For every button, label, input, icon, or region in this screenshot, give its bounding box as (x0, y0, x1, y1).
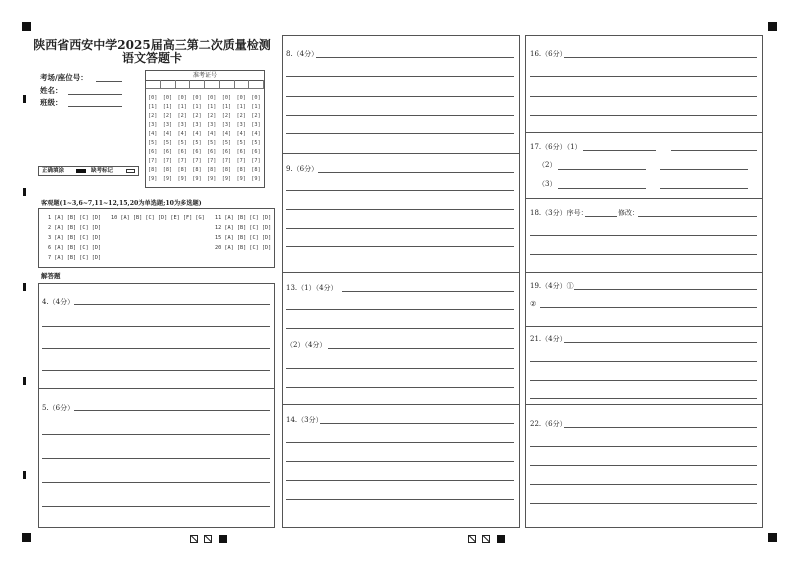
q16-answer-line[interactable] (530, 96, 757, 97)
exam-number-bubble[interactable]: [2] (236, 113, 246, 119)
q14-answer-line[interactable] (286, 480, 514, 481)
question-18-fix-label: 修改： (618, 209, 639, 217)
q17-3-answer-line[interactable] (558, 188, 646, 189)
exam-number-bubble[interactable]: [9] (251, 176, 261, 182)
q22-answer-line[interactable] (530, 503, 757, 504)
q13-1-answer-line[interactable] (342, 291, 514, 292)
q18-number-field[interactable] (585, 216, 617, 217)
exam-number-bubble[interactable]: [4] (221, 131, 232, 137)
q8-answer-line[interactable] (286, 96, 514, 97)
mc-row-11[interactable]: 11 [A] [B] [C] [D] (215, 215, 272, 221)
q14-answer-line[interactable] (286, 461, 514, 462)
question-17-1-label: 17.（6分）（1） (530, 143, 582, 151)
q13-2-answer-line[interactable] (286, 368, 514, 369)
exam-number-bubble[interactable]: [5] (192, 140, 202, 146)
orientation-mark (497, 535, 505, 543)
panel-divider (39, 388, 274, 389)
exam-number-bubble[interactable]: [6] (207, 149, 217, 155)
corner-mark-top-right (768, 22, 777, 31)
question-13-2-label: （2）（4分） (286, 341, 327, 349)
panel-divider (283, 272, 519, 273)
panel-divider (526, 198, 762, 199)
exam-number-bubble[interactable]: [2] (221, 113, 232, 119)
objective-answers-panel[interactable] (38, 208, 275, 268)
exam-number-bubble[interactable]: [5] (162, 140, 173, 146)
exam-number-bubble[interactable]: [0] (207, 95, 217, 101)
question-17-3-label: （3） (538, 180, 557, 188)
answer-panel-column-2 (282, 35, 520, 528)
mc-row-7[interactable]: 7 [A] [B] [C] [D] (48, 255, 102, 261)
exam-number-bubble[interactable]: [8] (207, 167, 217, 173)
q8-answer-line[interactable] (286, 133, 514, 134)
mc-row-15[interactable]: 15 [A] [B] [C] [D] (215, 235, 272, 241)
exam-number-entry-cell[interactable] (176, 80, 191, 89)
q4-answer-line[interactable] (74, 304, 270, 305)
exam-number-bubble[interactable]: [7] (148, 158, 158, 164)
exam-number-bubble[interactable]: [4] (148, 131, 158, 137)
q21-answer-line[interactable] (564, 342, 757, 343)
panel-divider (283, 153, 519, 154)
q13-1-answer-line[interactable] (286, 328, 514, 329)
page-title: 陕西省西安中学2025届高三第二次质量检测 (33, 38, 271, 52)
question-9-label: 9.（6分） (286, 165, 319, 173)
exam-number-entry-cell[interactable] (205, 80, 220, 89)
question-19-2-label: ② (530, 300, 537, 308)
exam-number-bubble[interactable]: [0] (162, 95, 173, 101)
exam-number-bubble[interactable]: [0] (177, 95, 187, 101)
mc-row-10[interactable]: 10 [A] [B] [C] [D] [E] [F] [G] (111, 215, 205, 221)
q18-answer-line[interactable] (530, 254, 757, 255)
q5-answer-line[interactable] (42, 434, 270, 435)
exam-number-bubble[interactable]: [7] (192, 158, 202, 164)
exam-number-bubble[interactable]: [9] (177, 176, 187, 182)
q5-answer-line[interactable] (74, 410, 270, 411)
filled-box-icon (76, 169, 86, 173)
exam-number-bubble[interactable]: [0] (251, 95, 261, 101)
orientation-mark (219, 535, 227, 543)
exam-number-bubble[interactable]: [2] (251, 113, 261, 119)
absent-mark-label: 缺考标记 (91, 168, 114, 174)
exam-number-grid[interactable] (145, 70, 265, 188)
exam-number-bubble[interactable]: [5] (207, 140, 217, 146)
exam-number-bubble[interactable]: [8] (162, 167, 173, 173)
panel-divider (526, 272, 762, 273)
orientation-mark (468, 535, 476, 543)
q9-answer-line[interactable] (286, 228, 514, 229)
q22-answer-line[interactable] (530, 446, 757, 447)
exam-number-bubble[interactable]: [8] (236, 167, 246, 173)
exam-number-bubble[interactable]: [0] (221, 95, 232, 101)
mc-row-1[interactable]: 1 [A] [B] [C] [D] (48, 215, 102, 221)
exam-number-bubble[interactable]: [7] (177, 158, 187, 164)
exam-number-bubble[interactable]: [3] (192, 122, 202, 128)
orientation-mark (190, 535, 198, 543)
timing-mark (23, 188, 26, 196)
exam-number-bubble[interactable]: [6] (162, 149, 173, 155)
q18-fix-field[interactable] (638, 216, 757, 217)
exam-number-bubble[interactable]: [4] (177, 131, 187, 137)
corner-mark-top-left (22, 22, 31, 31)
q9-answer-line[interactable] (286, 246, 514, 247)
q13-2-answer-line[interactable] (328, 348, 514, 349)
question-17-2-label: （2） (538, 161, 557, 169)
exam-number-bubble[interactable]: [1] (236, 104, 246, 110)
q8-answer-line[interactable] (286, 76, 514, 77)
exam-number-bubble[interactable]: [1] (148, 104, 158, 110)
exam-number-bubble[interactable]: [9] (192, 176, 202, 182)
q5-answer-line[interactable] (42, 506, 270, 507)
exam-number-entry-cell[interactable] (146, 80, 161, 89)
q9-answer-line[interactable] (318, 172, 514, 173)
exam-number-bubble[interactable]: [2] (207, 113, 217, 119)
exam-number-bubble[interactable]: [0] (192, 95, 202, 101)
exam-number-bubble[interactable]: [7] (236, 158, 246, 164)
q17-1-answer-line[interactable] (671, 150, 757, 151)
mc-row-12[interactable]: 12 [A] [B] [C] [D] (215, 225, 272, 231)
panel-divider (526, 132, 762, 133)
exam-number-bubble[interactable]: [9] (162, 176, 173, 182)
correct-fill-label: 正确填涂 (42, 168, 65, 174)
exam-room-field[interactable] (96, 81, 122, 82)
q13-2-answer-line[interactable] (286, 387, 514, 388)
exam-number-bubble[interactable]: [6] (177, 149, 187, 155)
exam-number-entry-cell[interactable] (220, 80, 235, 89)
q9-answer-line[interactable] (286, 209, 514, 210)
mc-row-20[interactable]: 20 [A] [B] [C] [D] (215, 245, 272, 251)
exam-number-bubble[interactable]: [4] (236, 131, 246, 137)
q5-answer-line[interactable] (42, 482, 270, 483)
q14-answer-line[interactable] (286, 442, 514, 443)
q19-2-answer-line[interactable] (540, 307, 757, 308)
q14-answer-line[interactable] (286, 499, 514, 500)
q18-answer-line[interactable] (530, 235, 757, 236)
question-18-label: 18.（3分）序号： (530, 209, 588, 217)
q14-answer-line[interactable] (320, 423, 514, 424)
question-16-label: 16.（6分） (530, 50, 567, 58)
exam-number-bubble[interactable]: [3] (207, 122, 217, 128)
q4-answer-line[interactable] (42, 370, 270, 371)
q21-answer-line[interactable] (530, 398, 757, 399)
exam-number-bubble[interactable]: [5] (148, 140, 158, 146)
class-label: 班级： (40, 98, 63, 107)
exam-number-bubble[interactable]: [3] (236, 122, 246, 128)
exam-number-bubble[interactable]: [3] (221, 122, 232, 128)
exam-number-bubble[interactable]: [1] (192, 104, 202, 110)
exam-number-entry-cell[interactable] (249, 80, 264, 89)
q21-answer-line[interactable] (530, 380, 757, 381)
exam-number-bubble[interactable]: [6] (251, 149, 261, 155)
panel-divider (283, 404, 519, 405)
exam-number-entry-cell[interactable] (190, 80, 205, 89)
mc-row-2[interactable]: 2 [A] [B] [C] [D] (48, 225, 102, 231)
exam-number-bubble[interactable]: [2] (192, 113, 202, 119)
q16-answer-line[interactable] (564, 57, 757, 58)
exam-number-bubble[interactable]: [3] (162, 122, 173, 128)
q22-answer-line[interactable] (530, 465, 757, 466)
exam-number-bubble[interactable]: [5] (236, 140, 246, 146)
exam-number-bubble[interactable]: [3] (177, 122, 187, 128)
exam-number-bubble[interactable]: [8] (221, 167, 232, 173)
exam-number-bubble[interactable]: [9] (148, 176, 158, 182)
q4-answer-line[interactable] (42, 348, 270, 349)
exam-number-bubble[interactable]: [9] (236, 176, 246, 182)
name-label: 姓名： (40, 86, 63, 95)
question-5-label: 5.（6分） (42, 404, 75, 412)
q17-2-answer-line[interactable] (660, 169, 748, 170)
objective-heading: 客观题(1~3,6~7,11~12,15,20为单选题;10为多选题) (41, 200, 202, 207)
corner-mark-bottom-left (22, 533, 31, 542)
question-21-label: 21.（4分） (530, 335, 567, 343)
exam-number-bubble[interactable]: [1] (251, 104, 261, 110)
exam-number-bubble[interactable]: [8] (192, 167, 202, 173)
timing-mark (23, 377, 26, 385)
q21-answer-line[interactable] (530, 361, 757, 362)
panel-divider (526, 404, 762, 405)
exam-number-bubble[interactable]: [7] (221, 158, 232, 164)
exam-number-bubble[interactable]: [4] (192, 131, 202, 137)
timing-mark (23, 95, 26, 103)
exam-number-entry-cell[interactable] (161, 80, 176, 89)
exam-number-bubble[interactable]: [3] (148, 122, 158, 128)
exam-room-label: 考场/座位号： (40, 73, 88, 82)
question-14-label: 14.（3分） (286, 416, 323, 424)
q22-answer-line[interactable] (530, 484, 757, 485)
exam-number-bubble[interactable]: [3] (251, 122, 261, 128)
name-field[interactable] (68, 94, 122, 95)
exam-number-bubble[interactable]: [1] (221, 104, 232, 110)
question-13-1-label: 13.（1）（4分） (286, 284, 338, 292)
timing-mark (23, 283, 26, 291)
exam-number-bubble[interactable]: [7] (207, 158, 217, 164)
exam-number-bubble[interactable]: [6] (221, 149, 232, 155)
exam-number-bubble[interactable]: [5] (177, 140, 187, 146)
page-subtitle: 语文答题卡 (121, 51, 182, 65)
exam-number-entry-cell[interactable] (235, 80, 250, 89)
exam-number-bubble[interactable]: [6] (236, 149, 246, 155)
exam-number-bubble[interactable]: [2] (148, 113, 158, 119)
timing-mark (23, 471, 26, 479)
q17-1-answer-line[interactable] (583, 150, 656, 151)
fill-legend (38, 166, 139, 176)
mc-row-3[interactable]: 3 [A] [B] [C] [D] (48, 235, 102, 241)
exam-number-bubble[interactable]: [0] (236, 95, 246, 101)
exam-number-bubble[interactable]: [8] (148, 167, 158, 173)
exam-number-bubble[interactable]: [8] (177, 167, 187, 173)
exam-number-bubble[interactable]: [6] (192, 149, 202, 155)
exam-number-bubble[interactable]: [0] (148, 95, 158, 101)
exam-number-bubble[interactable]: [9] (207, 176, 217, 182)
q16-answer-line[interactable] (530, 115, 757, 116)
exam-number-bubble[interactable]: [1] (177, 104, 187, 110)
question-4-label: 4.（4分） (42, 298, 75, 306)
answer-section-heading: 解答题 (41, 272, 61, 280)
question-22-label: 22.（6分） (530, 420, 567, 428)
exam-number-bubble[interactable]: [2] (162, 113, 173, 119)
q4-answer-line[interactable] (42, 326, 270, 327)
orientation-mark (482, 535, 490, 543)
exam-number-bubble[interactable]: [4] (162, 131, 173, 137)
exam-number-bubble[interactable]: [7] (162, 158, 173, 164)
q17-3-answer-line[interactable] (660, 188, 748, 189)
exam-number-bubble[interactable]: [2] (177, 113, 187, 119)
q8-answer-line[interactable] (316, 57, 514, 58)
exam-number-bubble[interactable]: [1] (162, 104, 173, 110)
exam-number-bubble[interactable]: [5] (221, 140, 232, 146)
exam-number-bubble[interactable]: [6] (148, 149, 158, 155)
question-8-label: 8.（4分） (286, 50, 319, 58)
class-field[interactable] (68, 106, 122, 107)
exam-number-bubble[interactable]: [9] (221, 176, 232, 182)
exam-number-title: 准考证号 (146, 71, 264, 81)
q5-answer-line[interactable] (42, 458, 270, 459)
q17-2-answer-line[interactable] (558, 169, 646, 170)
panel-divider (526, 326, 762, 327)
q16-answer-line[interactable] (530, 76, 757, 77)
exam-number-bubble[interactable]: [1] (207, 104, 217, 110)
orientation-mark (204, 535, 212, 543)
exam-number-bubble[interactable]: [4] (251, 131, 261, 137)
exam-number-bubble[interactable]: [8] (251, 167, 261, 173)
q19-1-answer-line[interactable] (574, 289, 757, 290)
absent-checkbox[interactable] (126, 169, 135, 173)
corner-mark-bottom-right (768, 533, 777, 542)
question-19-label: 19.（4分）① (530, 282, 574, 290)
q8-answer-line[interactable] (286, 115, 514, 116)
q9-answer-line[interactable] (286, 190, 514, 191)
mc-row-6[interactable]: 6 [A] [B] [C] [D] (48, 245, 102, 251)
q22-answer-line[interactable] (564, 427, 757, 428)
q13-1-answer-line[interactable] (286, 309, 514, 310)
exam-number-bubble[interactable]: [7] (251, 158, 261, 164)
exam-number-bubble[interactable]: [4] (207, 131, 217, 137)
exam-number-bubble[interactable]: [5] (251, 140, 261, 146)
